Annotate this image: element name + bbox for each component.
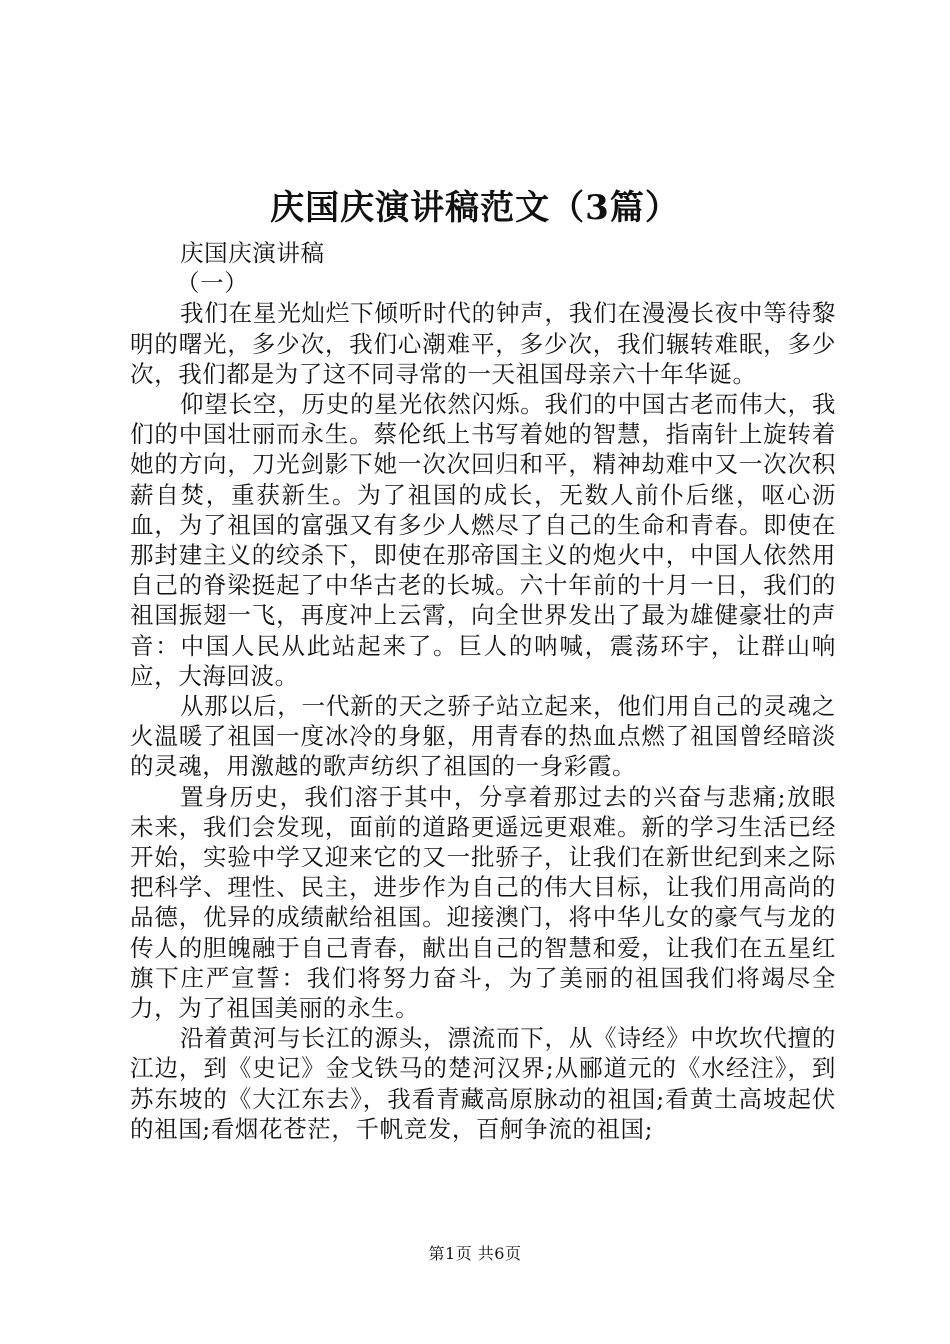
document-title: 庆国庆演讲稿范文（3篇）: [270, 188, 680, 228]
paragraph: 仰望长空，历史的星光依然闪烁。我们的中国古老而伟大，我们的中国壮丽而永生。蔡伦纸上书写着她的智慧，指南针上旋转着她的方向，刀光剑影下她一次次回归和平，精神劫难中又一次次积薪自焚，重获新生。为了祖国的成长，无数人前仆后继，呕心沥血，为了祖国的富强又有多少人燃尽了自己的生命和青春。即使在那封建主义的绞杀下，即使在那帝国主义的炮火中，中国人依然用自己的脊梁挺起了中华古老的长城。六十年前的十月一日，我们的祖国振翅一飞，再度冲上云霄，向全世界发出了最为雄健豪壮的声音：中国人民从此站起来了。巨人的呐喊，震荡环宇，让群山响应，大海回波。: [130, 390, 836, 690]
page-footer: 第1页 共6页: [428, 1244, 522, 1263]
paragraph: 我们在星光灿烂下倾听时代的钟声，我们在漫漫长夜中等待黎明的曙光，多少次，我们心潮难平，多少次，我们辗转难眠，多少次，我们都是为了这不同寻常的一天祖国母亲六十年华诞。: [130, 299, 836, 388]
document-body: [130, 238, 836, 1144]
section-label: （一）: [176, 269, 249, 298]
paragraph: 置身历史，我们溶于其中，分享着那过去的兴奋与悲痛;放眼未来，我们会发现，面前的道路更遥远更艰难。新的学习生活已经开始，实验中学又迎来它的又一批骄子，让我们在新世纪到来之际把科学、理性、民主，进步作为自己的伟大目标，让我们用高尚的品德，优异的成绩献给祖国。迎接澳门，将中华儿女的豪气与龙的传人的胆魄融于自己青春，献出自己的智慧和爱，让我们在五星红旗下庄严宣誓：我们将努力奋斗，为了美丽的祖国我们将竭尽全力，为了祖国美丽的永生。: [130, 782, 836, 1023]
document-subtitle: 庆国庆演讲稿: [180, 239, 325, 267]
paragraph: 沿着黄河与长江的源头，漂流而下，从《诗经》中坎坎代擅的江边，到《史记》金戈铁马的楚河汉界;从郦道元的《水经注》，到苏东坡的《大江东去》，我看青藏高原脉动的祖国;看黄土高坡起伏的祖国;看烟花苍茫，千帆竞发，百舸争流的祖国;: [130, 1024, 836, 1143]
paragraph: 从那以后，一代新的天之骄子站立起来，他们用自己的灵魂之火温暖了祖国一度冰冷的身躯，用青春的热血点燃了祖国曾经暗淡的灵魂，用激越的歌声纺织了祖国的一身彩霞。: [130, 692, 836, 781]
